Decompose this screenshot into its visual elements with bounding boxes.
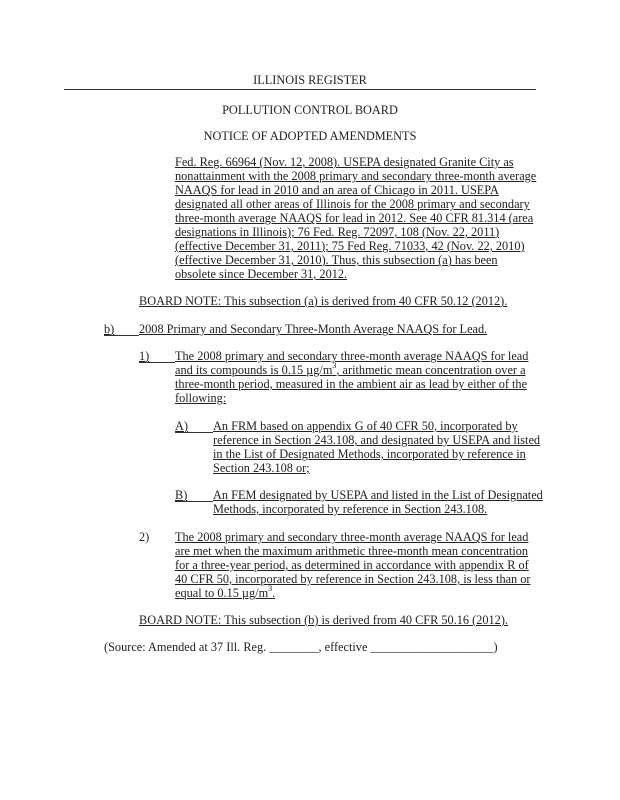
para-a-line: designations in Illinois); 76 Fed. Reg. 72097, 108 (Nov. 22, 2011) <box>175 225 500 239</box>
source-blank-effective: ____________________ <box>370 640 494 654</box>
source-text: (Source: Amended at 37 Ill. Reg. <box>104 640 270 654</box>
para-a-line: (effective December 31, 2011); 75 Fed Reg. 71033, 42 (Nov. 22, 2010) <box>175 239 525 253</box>
item-a-label-rule <box>175 420 213 433</box>
item-1-label-rule <box>139 350 175 363</box>
item-2-line <box>175 583 276 600</box>
item-1-label: 1) <box>139 349 150 363</box>
section-b-title: 2008 Primary and Secondary Three-Month Average NAAQS for Lead. <box>139 322 488 336</box>
source-effective-text: , effective <box>318 640 371 654</box>
item-a-line: Section 243.108 or; <box>213 461 310 475</box>
item-2-line: for a three-year period, as determined in accordance with appendix R of <box>175 558 529 572</box>
item-b-label-rule <box>175 489 213 502</box>
superscript-3: 3 <box>268 583 273 593</box>
item-1-line <box>175 360 526 377</box>
para-a-line: Fed. Reg. 66964 (Nov. 12, 2008). USEPA designated Granite City as <box>175 155 514 169</box>
para-a-line: NAAQS for lead in 2010 and an area of Chicago in 2011. USEPA <box>175 183 499 197</box>
para-a-line: nonattainment with the 2008 primary and secondary three-month average <box>175 169 537 183</box>
header-rule <box>64 89 536 90</box>
section-b-label-rule <box>104 323 139 336</box>
board-note-b: BOARD NOTE: This subsection (b) is derived from 40 CFR 50.16 (2012). <box>139 613 508 627</box>
source-line <box>104 641 498 654</box>
item-1-line: three-month period, measured in the ambient air as lead by either of the <box>175 377 528 391</box>
item-b-line: An FEM designated by USEPA and listed in the List of Designated <box>213 488 543 502</box>
para-a-line: designated all other areas of Illinois for the 2008 primary and secondary <box>175 197 530 211</box>
item-a-line: in the List of Designated Methods, incorporated by reference in <box>213 447 526 461</box>
item-1-line: following: <box>175 391 227 405</box>
para-a-line: three-month average NAAQS for lead in 2012. See 40 CFR 81.314 (area <box>175 211 534 225</box>
para-a-line: obsolete since December 31, 2012. <box>175 267 348 281</box>
source-blank-reg: ________ <box>269 640 319 654</box>
item-1-line2-rest: , arithmetic mean concentration over a <box>336 363 526 377</box>
item-a-line: reference in Section 243.108, and designated by USEPA and listed <box>213 433 541 447</box>
section-b-label: b) <box>104 322 115 336</box>
register-title: ILLINOIS REGISTER <box>253 73 367 87</box>
item-1-line: The 2008 primary and secondary three-month average NAAQS for lead <box>175 349 529 363</box>
item-1-line2-text: and its compounds is 0.15 µg/m <box>175 363 333 377</box>
source-close-paren: ) <box>493 640 498 654</box>
item-a-line: An FRM based on appendix G of 40 CFR 50, incorporated by <box>213 419 518 433</box>
notice-title: NOTICE OF ADOPTED AMENDMENTS <box>203 129 417 143</box>
item-2-last-rest: . <box>272 586 276 600</box>
item-2-line: 40 CFR 50, incorporated by reference in Section 243.108, is less than or <box>175 572 531 586</box>
item-2-label: 2) <box>139 530 150 544</box>
para-a-line: (effective December 31, 2010). Thus, this subsection (a) has been <box>175 253 498 267</box>
superscript-3: 3 <box>332 360 337 370</box>
item-2-line: are met when the maximum arithmetic three-month mean concentration <box>175 544 529 558</box>
item-2-line: The 2008 primary and secondary three-month average NAAQS for lead <box>175 530 529 544</box>
item-b-label: B) <box>175 488 188 502</box>
board-title: POLLUTION CONTROL BOARD <box>222 103 398 117</box>
item-b-line: Methods, incorporated by reference in Section 243.108. <box>213 502 488 516</box>
board-note-a: BOARD NOTE: This subsection (a) is derived from 40 CFR 50.12 (2012). <box>139 294 508 308</box>
item-a-label: A) <box>175 419 188 433</box>
item-2-last-text: equal to 0.15 µg/m <box>175 586 269 600</box>
